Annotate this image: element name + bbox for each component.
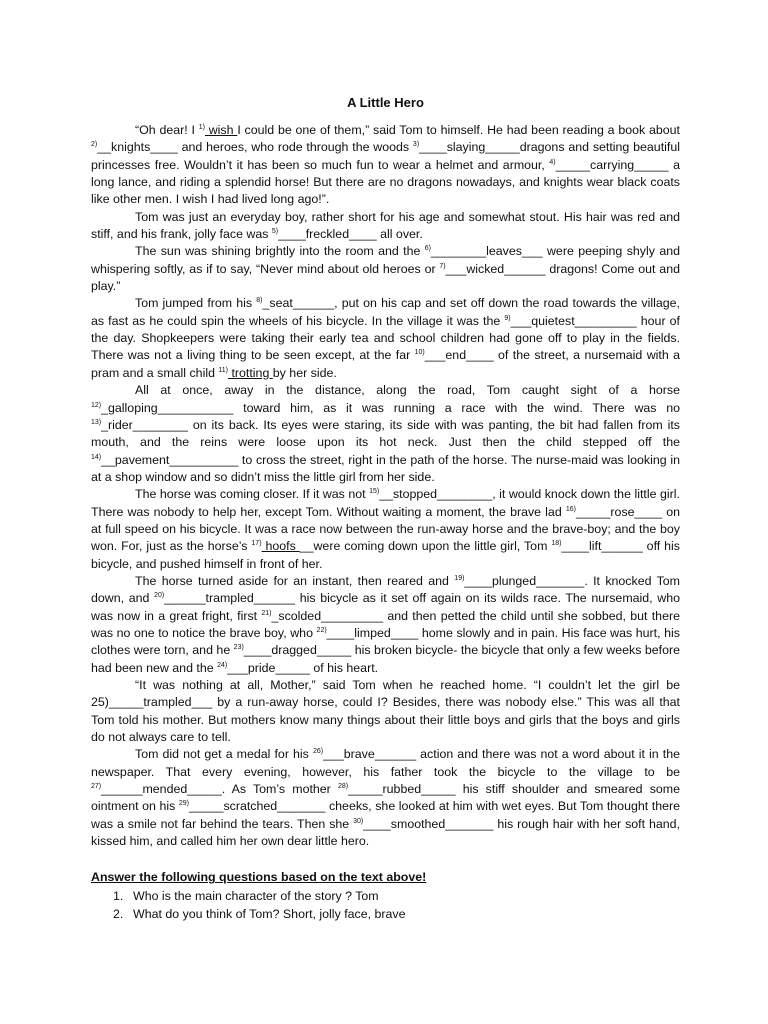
paragraph-text: The horse turned aside for an instant, then reared and — [135, 573, 455, 588]
blank-number: 26) — [312, 748, 324, 756]
blank-number: 1) — [198, 123, 205, 131]
paragraph-text: “Oh dear! I — [135, 123, 199, 137]
answer-underlined: trotting — [228, 365, 273, 380]
blank-number: 23) — [233, 644, 244, 652]
paragraph-text: ___end____ of the street, a nursemaid with a pram and a small child — [91, 348, 681, 380]
document-title: A Little Hero — [347, 95, 424, 110]
blank-number: 8) — [256, 297, 263, 305]
blank-number: 6) — [424, 245, 431, 253]
blank-number: 19) — [454, 574, 465, 582]
blank-number: 18) — [551, 540, 562, 548]
paragraph-text: ___quietest_________ hour of the day. Shopkeepers were taking their early tea and school children had gone off to play in the fields. There was not a living thing to be seen except, at the far — [91, 313, 680, 363]
question-text: What do you think of Tom? Short, jolly face, brave — [133, 907, 406, 922]
story-paragraph — [91, 209, 680, 244]
paragraph-text: __stopped________, it would knock down the little girl. There was nobody to help her, except Tom. Without waiting a moment, the brave lad — [91, 487, 680, 519]
blank-number: 9) — [504, 314, 511, 322]
paragraph-text: ____lift______ off his bicycle, and pushed himself in front of her. — [91, 539, 681, 571]
paragraph-text: The horse was coming closer. If it was not — [135, 487, 370, 502]
question-item — [91, 887, 680, 905]
blank-number: 29) — [178, 800, 189, 808]
questions-heading: Answer the following questions based on the text above! — [91, 870, 427, 885]
paragraph-text: by her side. — [272, 365, 337, 380]
story-paragraph — [91, 573, 680, 677]
paragraph-text: ____limped____ home slowly and in pain. His face was hurt, his clothes were torn, and he — [91, 625, 680, 658]
questions-section — [91, 868, 680, 923]
blank-number: 24) — [217, 661, 228, 669]
blank-number: 22) — [316, 626, 327, 634]
blank-number: 12) — [91, 401, 102, 409]
story-body — [91, 122, 680, 850]
paragraph-text: __were coming down upon the little girl, Tom — [299, 539, 552, 554]
paragraph-text: ___pride_____ of his heart. — [227, 660, 379, 675]
paragraph-text: _____rose____ on at full speed on his bicycle. It was a race now between the run-away horse and the brave-boy; and the boy won. For, just as the horse’s — [91, 504, 680, 554]
paragraph-text: ___brave______ action and there was not a word about it in the newspaper. That every evening, however, his father took the bicycle to the village to be — [91, 747, 680, 779]
questions-list — [91, 887, 680, 923]
blank-number: 20) — [154, 592, 165, 600]
paragraph-text: _seat______, put on his cap and set off down the road towards the village, as fast as he could spin the wheels of his bicycle. In the village it was the — [91, 296, 680, 328]
paragraph-text: ______mended_____. As Tom’s mother — [101, 782, 338, 797]
paragraph-text: Tom jumped from his — [135, 296, 257, 311]
paragraph-text: ____smoothed_______ his rough hair with her soft hand, kissed him, and called him her own dear little hero. — [91, 816, 680, 849]
paragraph-text: All at once, away in the distance, along the road, Tom caught sight of a horse — [135, 383, 680, 398]
paragraph-text: ________leaves___ were peeping shyly and whispering softly, as if to say, “Never mind about old heroes or — [91, 244, 680, 276]
paragraph-text: __knights____ and heroes, who rode through the woods — [97, 140, 413, 155]
paragraph-text: _galloping___________ toward him, as it was running a race with the wind. There was no — [101, 400, 680, 415]
story-paragraph — [91, 746, 680, 850]
question-item — [91, 905, 680, 923]
paragraph-text: “It was nothing at all, Mother,” said Tom when he reached home. “I couldn’t let the girl be 25)_____trampled___ by a run-away horse, could I? Besides, there was nobody else.” This was all that Tom told his mother. But mothers know many things about their little boys and girls that the boys and girls do not always care to tell. — [91, 678, 680, 745]
answer-underlined: hoofs — [261, 539, 300, 554]
paragraph-text: _____carrying_____ a long lance, and riding a splendid horse! But there are no dragons nowadays, and knights wear black coats like other men. I wish I had lived long ago!”. — [91, 157, 680, 207]
paragraph-text: _scolded_________ and then petted the child until she sobbed, but there was no one to notice the brave boy, who — [91, 608, 680, 640]
blank-number: 16) — [565, 505, 576, 513]
story-paragraph — [91, 295, 680, 382]
paragraph-text: I could be one of them,” said Tom to himself. He had been reading a book about — [237, 123, 680, 137]
blank-number: 30) — [353, 817, 364, 825]
blank-number: 3) — [412, 141, 420, 149]
paragraph-text: ___wicked______ dragons! Come out and play.” — [91, 261, 680, 294]
blank-number: 28) — [337, 782, 349, 790]
paragraph-text: ____plunged_______. It knocked Tom down, and — [91, 573, 681, 606]
story-paragraph — [91, 382, 680, 486]
paragraph-text: ____dragged_____ his broken bicycle- the bicycle that only a few weeks before had been new and the — [91, 643, 680, 675]
blank-number: 5) — [271, 227, 279, 235]
paragraph-text: ______trampled______ his bicycle as it set off again on its wilds race. The nursemaid, who was now in a great fright, first — [91, 591, 680, 623]
question-number: 1. — [113, 889, 124, 904]
blank-number: 7) — [439, 262, 446, 270]
story-paragraph — [91, 122, 680, 209]
story-paragraph — [91, 677, 680, 746]
paragraph-text: _____scratched_______ cheeks, she looked at him with wet eyes. But Tom thought there was a smile not far behind the tears. Then she — [91, 799, 680, 831]
blank-number: 10) — [414, 349, 425, 357]
blank-number: 27) — [91, 782, 102, 790]
paragraph-text: __pavement__________ to cross the street, right in the path of the horse. The nurse-maid was looking in at a shop window and so didn’t miss the little girl from her side. — [91, 452, 680, 484]
paragraph-text: Tom did not get a medal for his — [135, 747, 313, 762]
paragraph-text: Tom was just an everyday boy, rather short for his age and somewhat stout. His hair was red and stiff, and his frank, jolly face was — [91, 209, 680, 242]
blank-number: 14) — [91, 453, 102, 461]
story-paragraph — [91, 486, 680, 573]
question-number: 2. — [113, 907, 124, 922]
paragraph-text: ____freckled____ all over. — [278, 227, 423, 242]
paragraph-text: ____slaying_____dragons and setting beautiful princesses free. Wouldn’t it has been so much fun to wear a helmet and armour, — [91, 140, 680, 172]
blank-number: 2) — [91, 141, 98, 149]
paragraph-text: _____rubbed_____ his stiff shoulder and smeared some ointment on his — [91, 782, 680, 814]
paragraph-text: _rider________ on its back. Its eyes were staring, its side with was panting, the bit had fallen from its mouth, and the reins were loose upon its hot neck. Just then the child stepped off the — [91, 417, 680, 450]
question-text: Who is the main character of the story ? Tom — [133, 889, 379, 904]
blank-number: 15) — [369, 488, 380, 496]
paragraph-text: The sun was shining brightly into the room and the — [135, 244, 425, 259]
story-paragraph — [91, 243, 680, 295]
blank-number: 4) — [549, 158, 556, 166]
blank-number: 21) — [261, 609, 272, 617]
blank-number: 11) — [218, 366, 229, 374]
answer-underlined: wish — [204, 123, 238, 137]
blank-number: 13) — [91, 418, 102, 426]
blank-number: 17) — [251, 540, 262, 548]
